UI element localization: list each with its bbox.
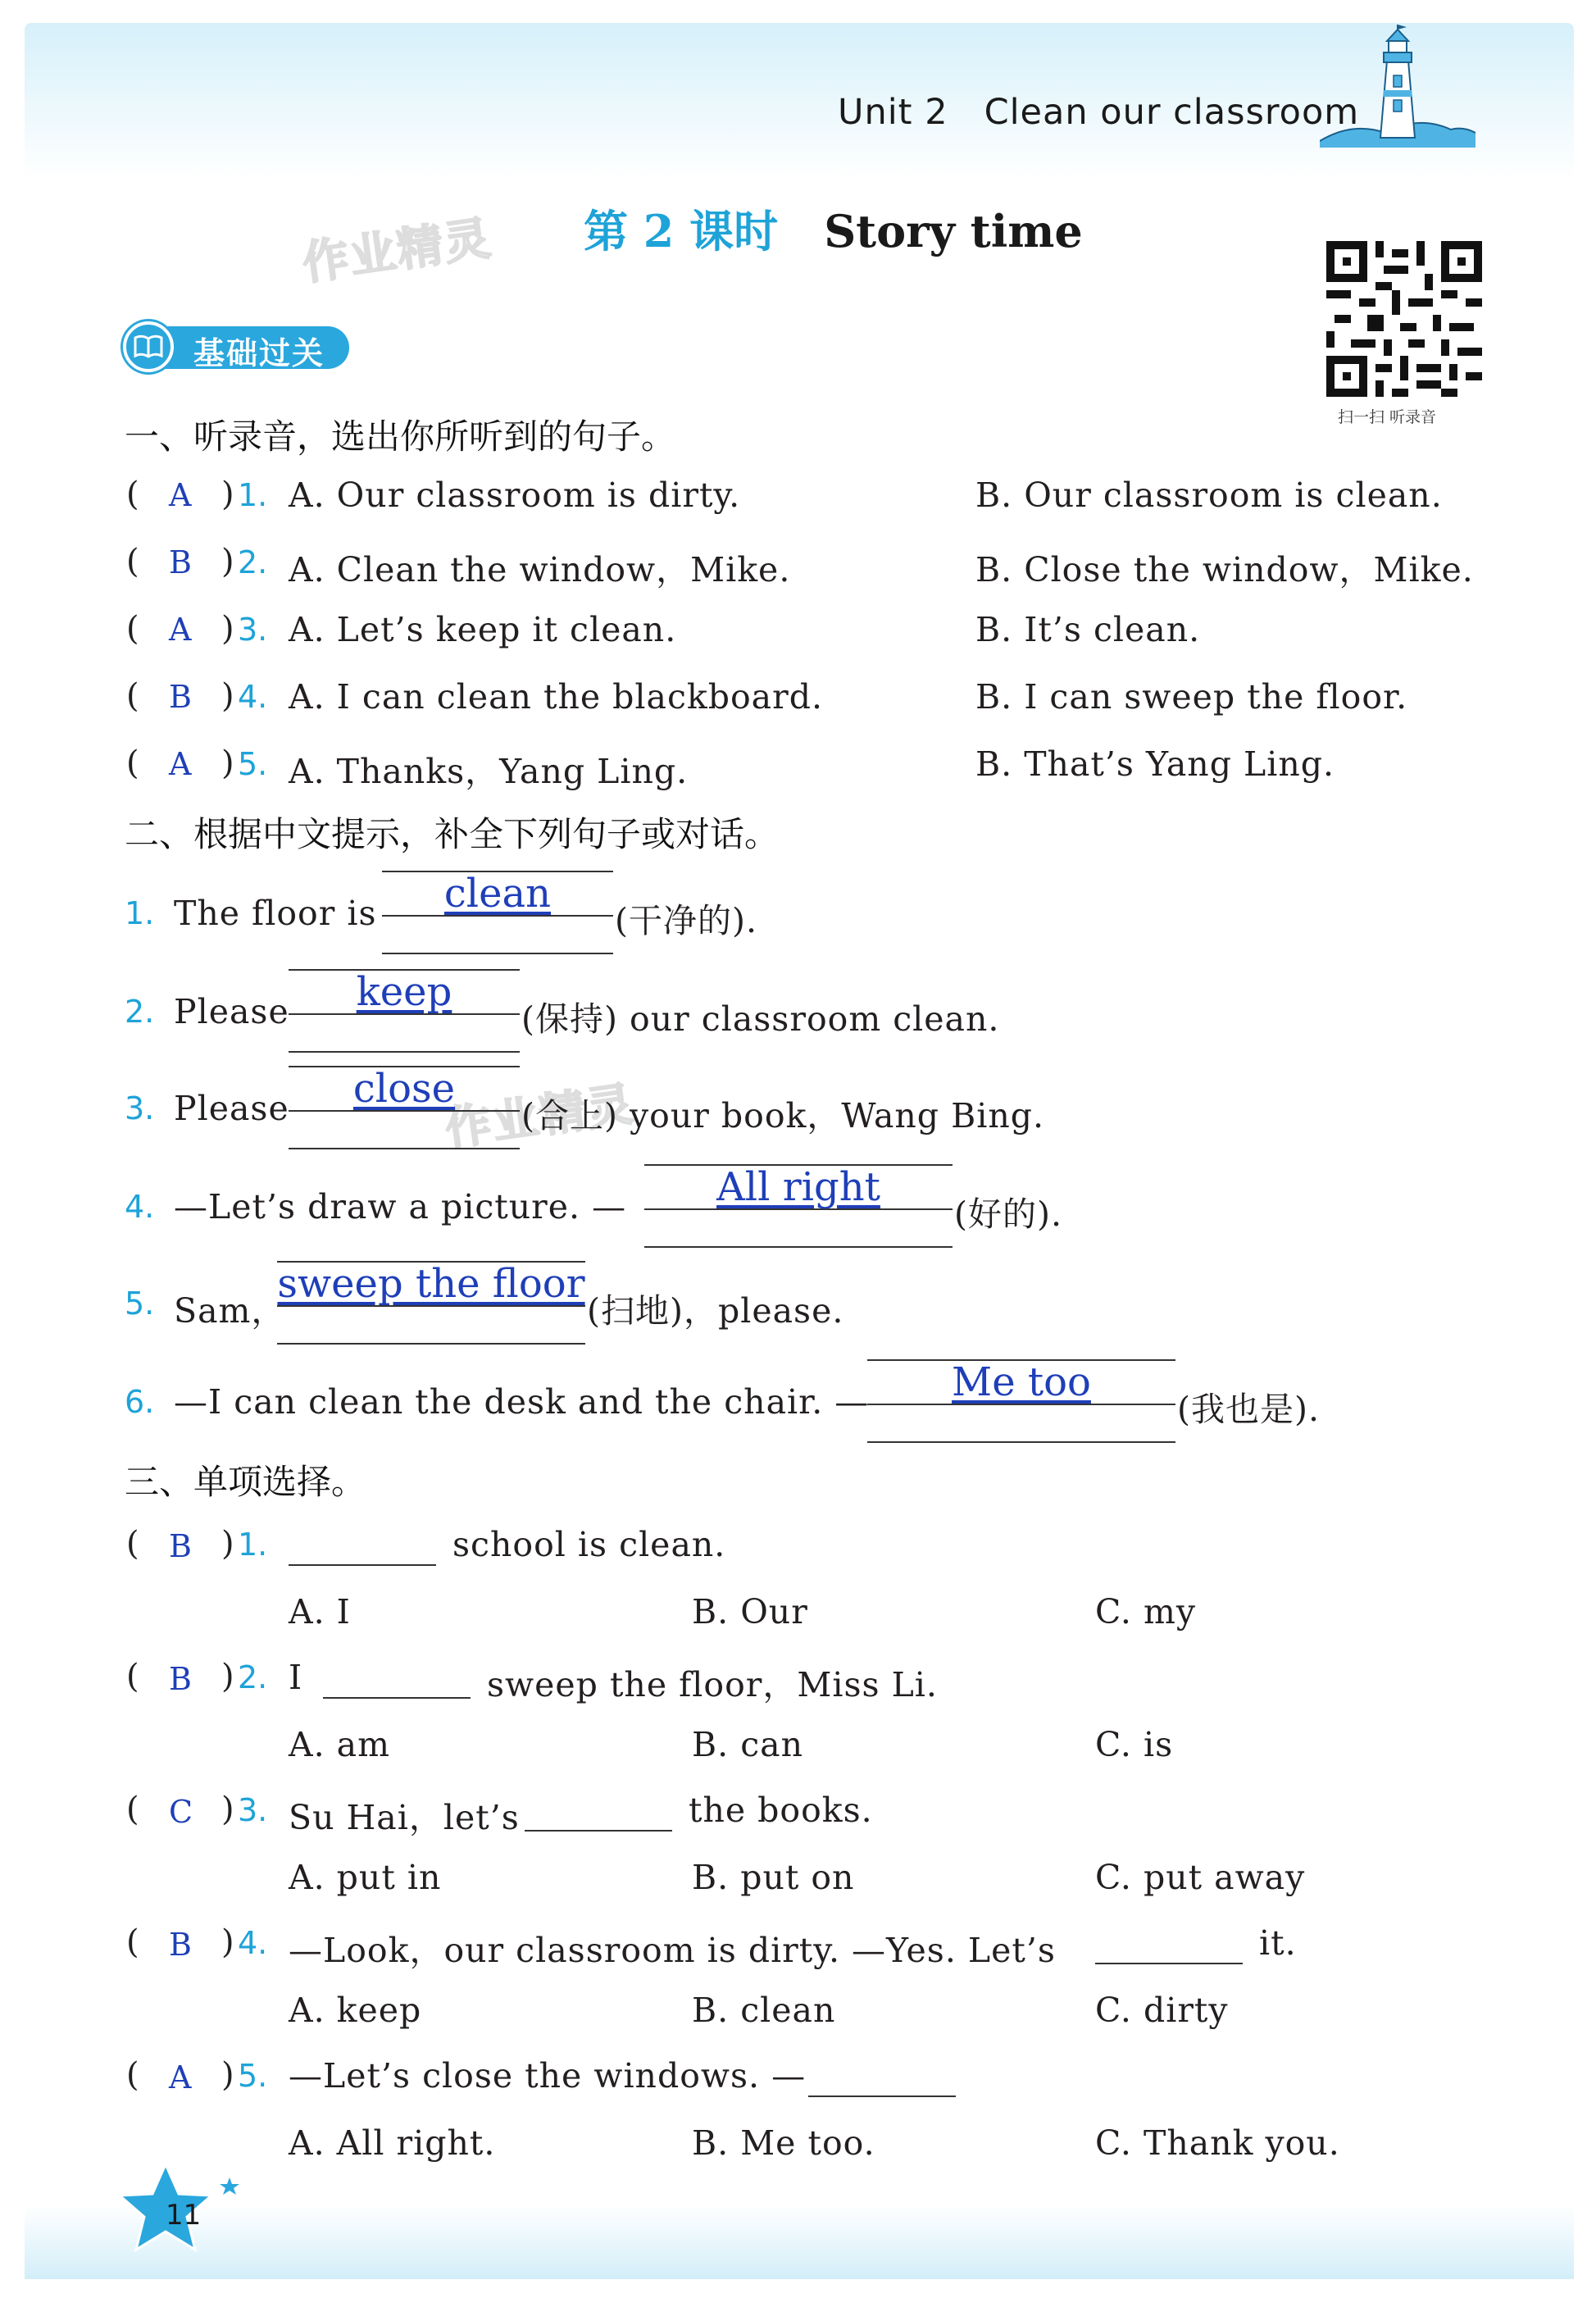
- answer-paren-open: (: [126, 610, 139, 648]
- question-number: 3.: [125, 1090, 155, 1126]
- choice-option[interactable]: A. put in: [289, 1858, 442, 1897]
- qr-code-icon[interactable]: [1326, 241, 1482, 397]
- answer-blank[interactable]: [289, 969, 520, 1051]
- sentence-start: Please: [174, 1089, 289, 1128]
- filled-answer: keep: [356, 969, 452, 1015]
- choice-option[interactable]: A. keep: [289, 1991, 422, 2030]
- footer-band: [25, 2205, 1574, 2279]
- choice-option[interactable]: B. clean: [692, 1991, 836, 2030]
- question-number: 4.: [125, 1189, 155, 1225]
- unit-label: Unit 2: [838, 92, 948, 133]
- sentence-end: (保持) our classroom clean.: [521, 999, 1000, 1039]
- choice-option[interactable]: C. my: [1095, 1592, 1197, 1631]
- choice-option[interactable]: C. put away: [1095, 1858, 1306, 1897]
- question-number: 5.: [125, 1286, 155, 1322]
- choice-option[interactable]: A. I: [289, 1592, 351, 1631]
- option-b: B. That’s Yang Ling.: [975, 744, 1335, 784]
- choice-option[interactable]: B. Me too.: [692, 2123, 875, 2163]
- section2-heading: 二、根据中文提示，补全下列句子或对话。: [125, 814, 780, 854]
- choice-option[interactable]: B. Our: [692, 1592, 808, 1631]
- option-a: A. I can clean the blackboard.: [289, 677, 824, 717]
- question-number: 3.: [238, 1792, 268, 1828]
- answer-blank[interactable]: [1095, 1963, 1243, 1964]
- option-b: B. I can sweep the floor.: [975, 677, 1408, 717]
- answer-paren-close: ): [221, 677, 234, 715]
- sentence-start: The floor is: [174, 894, 377, 933]
- question-text-end: the books.: [689, 1791, 873, 1830]
- filled-answer: close: [352, 1066, 456, 1112]
- question-number: 4.: [238, 1925, 268, 1961]
- blank-line-bottom: [289, 1148, 520, 1149]
- question-text-end: sweep the floor，Miss Li.: [487, 1665, 938, 1704]
- answer-paren-close: ): [221, 2056, 234, 2094]
- book-icon: [134, 334, 163, 359]
- question-number: 4.: [238, 679, 268, 715]
- question-number: 5.: [238, 746, 268, 782]
- answer-blank[interactable]: [382, 871, 613, 953]
- answer-blank[interactable]: [808, 2096, 956, 2097]
- sentence-start: Sam，: [174, 1291, 286, 1331]
- answer-paren-close: ): [221, 1658, 234, 1695]
- filled-answer: sweep the floor: [277, 1261, 585, 1307]
- answer-paren-close: ): [221, 1923, 234, 1961]
- choice-option[interactable]: A. All right.: [289, 2123, 496, 2163]
- question-number: 2.: [238, 1659, 268, 1695]
- unit-title: Clean our classroom: [984, 92, 1360, 133]
- answer-blank[interactable]: [323, 1697, 471, 1699]
- filled-answer: All right: [716, 1164, 880, 1210]
- answer-letter: B: [169, 1528, 192, 1564]
- question-number: 2.: [125, 994, 155, 1030]
- section-badge: [123, 321, 352, 372]
- answer-letter: A: [169, 746, 192, 782]
- question-number: 6.: [125, 1384, 155, 1420]
- badge-label: 基础过关: [193, 335, 325, 371]
- question-number: 1.: [125, 895, 155, 931]
- answer-blank[interactable]: [525, 1830, 672, 1832]
- blank-line-bottom: [289, 1051, 520, 1053]
- choice-option[interactable]: B. can: [692, 1725, 804, 1764]
- option-b: B. Our classroom is clean.: [975, 476, 1443, 515]
- answer-paren-open: (: [126, 2056, 139, 2094]
- filled-answer: Me too: [952, 1359, 1091, 1405]
- blank-line-bottom: [867, 1441, 1175, 1443]
- question-text: —Look，our classroom is dirty. —Yes. Let’s: [289, 1931, 1056, 1970]
- answer-paren-open: (: [126, 744, 139, 782]
- answer-paren-open: (: [126, 1791, 139, 1828]
- answer-paren-close: ): [221, 1791, 234, 1828]
- answer-letter: A: [169, 2059, 192, 2096]
- answer-paren-open: (: [126, 476, 139, 513]
- choice-option[interactable]: B. put on: [692, 1858, 855, 1897]
- qr-caption: 扫一扫 听录音: [1338, 408, 1437, 426]
- watermark: 作业精灵: [442, 1077, 639, 1157]
- question-number: 1.: [238, 477, 268, 513]
- answer-paren-open: (: [126, 677, 139, 715]
- answer-paren-open: (: [126, 1525, 139, 1563]
- question-number: 5.: [238, 2058, 268, 2094]
- option-a: A. Let’s keep it clean.: [289, 610, 677, 649]
- watermark: 作业精灵: [299, 212, 496, 291]
- sentence-end: (扫地)，please.: [587, 1291, 844, 1331]
- sentence-start: —Let’s draw a picture. —: [174, 1187, 627, 1226]
- sentence-end: (合上) your book，Wang Bing.: [521, 1096, 1044, 1135]
- answer-paren-close: ): [221, 744, 234, 782]
- choice-option[interactable]: C. dirty: [1095, 1991, 1229, 2030]
- question-text: —Let’s close the windows. —: [289, 2056, 807, 2096]
- answer-paren-close: ): [221, 610, 234, 648]
- question-text: Su Hai，let’s: [289, 1798, 520, 1837]
- answer-blank[interactable]: [867, 1359, 1175, 1441]
- sentence-end: (好的).: [954, 1195, 1063, 1234]
- answer-blank[interactable]: [644, 1164, 953, 1246]
- lesson-number: 第 2 课时: [584, 205, 779, 257]
- sentence-start: —I can clean the desk and the chair. —: [174, 1382, 870, 1422]
- blank-line-bottom: [644, 1246, 953, 1248]
- blank-line-bottom: [277, 1343, 585, 1345]
- choice-option[interactable]: A. am: [289, 1725, 390, 1764]
- question-text-end: school is clean.: [452, 1525, 726, 1564]
- question-number: 3.: [238, 612, 268, 648]
- lesson-title: [584, 197, 1083, 260]
- question-number: 1.: [238, 1527, 268, 1563]
- answer-paren-close: ): [221, 1525, 234, 1563]
- sentence-end: (我也是).: [1177, 1390, 1321, 1429]
- question-text-end: it.: [1259, 1923, 1297, 1963]
- option-b: B. It’s clean.: [975, 610, 1201, 649]
- option-b: B. Close the window，Mike.: [975, 550, 1474, 589]
- section1-heading: 一、听录音，选出你所听到的句子。: [125, 416, 676, 457]
- question-text: I: [289, 1658, 303, 1697]
- answer-paren-close: ): [221, 476, 234, 513]
- sentence-end: (干净的).: [615, 901, 758, 940]
- page-number: 11: [166, 2199, 202, 2232]
- option-a: A. Our classroom is dirty.: [289, 476, 741, 515]
- answer-paren-open: (: [126, 1923, 139, 1961]
- answer-letter: A: [169, 612, 192, 648]
- blank-line-bottom: [382, 953, 613, 954]
- answer-paren-open: (: [126, 543, 139, 580]
- answer-blank[interactable]: [289, 1564, 436, 1566]
- section3-heading: 三、单项选择。: [125, 1462, 366, 1502]
- answer-paren-close: ): [221, 543, 234, 580]
- answer-paren-open: (: [126, 1658, 139, 1695]
- answer-blank[interactable]: [277, 1261, 585, 1343]
- answer-letter: C: [169, 1794, 193, 1830]
- answer-letter: B: [169, 544, 192, 580]
- filled-answer: clean: [443, 871, 552, 917]
- lesson-name: Story time: [824, 205, 1083, 257]
- answer-letter: A: [169, 477, 192, 513]
- answer-letter: B: [169, 1927, 192, 1963]
- unit-header: [838, 92, 1359, 133]
- question-number: 2.: [238, 544, 268, 580]
- lighthouse-icon: [1320, 25, 1476, 148]
- answer-letter: B: [169, 1661, 192, 1697]
- sentence-start: Please: [174, 992, 289, 1031]
- answer-blank[interactable]: [289, 1066, 520, 1148]
- choice-option[interactable]: C. is: [1095, 1725, 1174, 1764]
- choice-option[interactable]: C. Thank you.: [1095, 2123, 1340, 2163]
- option-a: A. Clean the window，Mike.: [289, 550, 791, 589]
- option-a: A. Thanks，Yang Ling.: [289, 752, 689, 791]
- answer-letter: B: [169, 679, 192, 715]
